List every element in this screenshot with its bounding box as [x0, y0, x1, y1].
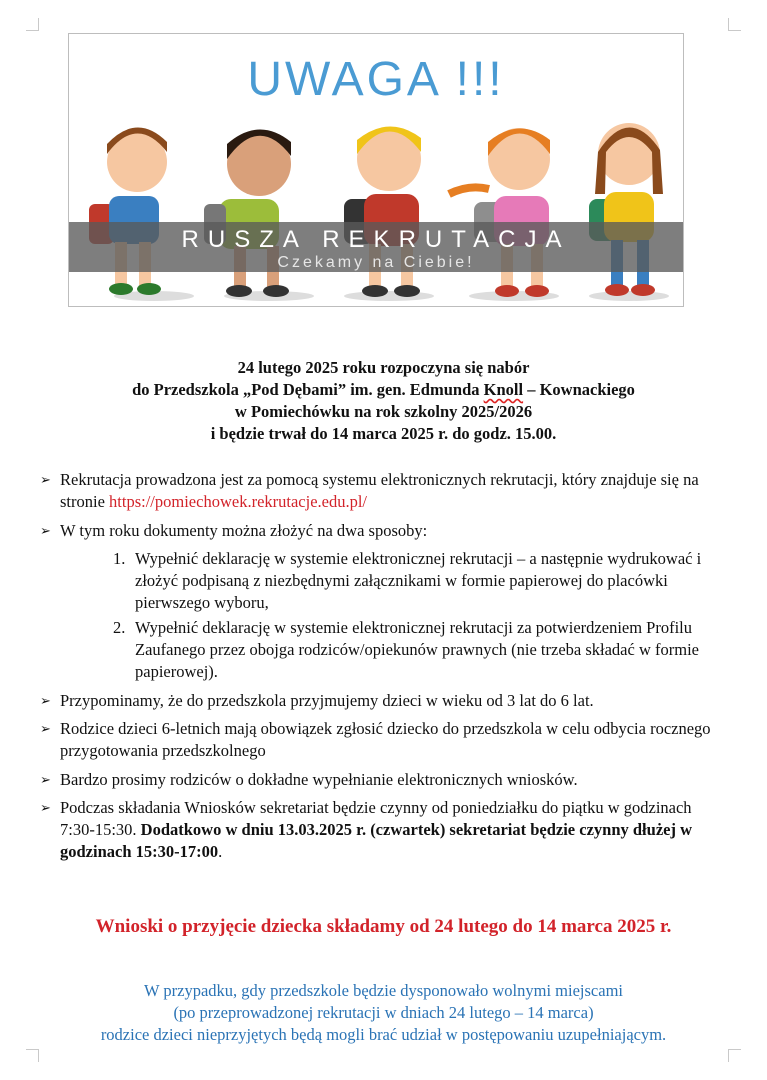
arrow-bullet-icon: ➢: [40, 771, 51, 787]
numbered-item-text: Wypełnić deklarację w systemie elektronicznej rekrutacji – a następnie wydrukować i złożyć podpisaną z niezbędnymi załącznikami w formie papierowej do placówki pierwszego wyboru,: [135, 548, 702, 613]
list-item-text: .: [218, 842, 223, 862]
list-item: [40, 690, 730, 712]
page-corner-mark: [728, 18, 741, 31]
page-corner-mark: [26, 1049, 39, 1062]
arrow-bullet-icon: ➢: [40, 522, 51, 538]
intro-line: [40, 379, 727, 401]
info-list: [40, 469, 730, 870]
list-item-text: Bardzo prosimy rodziców o dokładne wypełnianie elektronicznych wniosków.: [60, 769, 578, 789]
page-corner-mark: [728, 1049, 741, 1062]
spellcheck-marked-word: Knoll: [483, 380, 524, 399]
list-item: [40, 797, 730, 864]
list-item-text: W tym roku dokumenty można złożyć na dwa sposoby:: [60, 520, 428, 540]
arrow-bullet-icon: ➢: [40, 720, 51, 736]
arrow-bullet-icon: ➢: [40, 799, 51, 815]
list-item-text: Rodzice dzieci 6-letnich mają obowiązek zgłosić dziecko do przedszkola w celu odbycia rocznego przygotowania przedszkolnego: [60, 718, 711, 761]
numbered-item: [113, 548, 730, 615]
list-item-text: Przypominamy, że do przedszkola przyjmujemy dzieci w wieku od 3 lat do 6 lat.: [60, 690, 594, 710]
intro-line: i będzie trwał do 14 marca 2025 r. do godz. 15.00.: [210, 424, 557, 443]
numbered-list: [40, 548, 730, 684]
notice-line: rodzice dzieci nieprzyjętych będą mogli brać udział w postępowaniu uzupełniającym.: [100, 1025, 667, 1044]
intro-line: 24 lutego 2025 roku rozpoczyna się nabór: [237, 358, 530, 377]
banner-title: UWAGA !!!: [247, 53, 505, 106]
arrow-bullet-icon: ➢: [40, 472, 51, 487]
list-item-text: Rekrutacja prowadzona jest za pomocą systemu elektronicznych rekrutacji, który znajduje się na stronie: [60, 470, 699, 512]
recruitment-link[interactable]: https://pomiechowek.rekrutacje.edu.pl/: [109, 492, 368, 512]
deadline-notice: Wnioski o przyjęcie dziecka składamy od 24 lutego do 14 marca 2025 r.: [95, 916, 672, 937]
arrow-bullet-icon: ➢: [40, 692, 51, 708]
list-item: [40, 718, 730, 763]
banner-strip-sub: Czekamy na Ciebie!: [277, 254, 475, 271]
supplementary-notice: [40, 980, 727, 1046]
intro-heading: [40, 357, 727, 445]
numbered-item: [113, 617, 730, 684]
list-item: [40, 469, 730, 514]
list-item: [40, 520, 730, 542]
list-item-bold-text: Dodatkowo w dniu 13.03.2025 r. (czwartek) sekretariat będzie czynny dłużej w godzinach 15:30-17:00: [60, 820, 693, 862]
intro-text: – Kownackiego: [523, 380, 635, 399]
notice-line: W przypadku, gdy przedszkole będzie dysponowało wolnymi miejscami: [144, 981, 623, 1000]
numbered-item-text: Wypełnić deklarację w systemie elektronicznej rekrutacji za potwierdzeniem Profilu Zaufanego przez obojga rodziców/opiekunów prawnych (nie trzeba składać w formie papierowej).: [135, 617, 699, 682]
page-corner-mark: [26, 18, 39, 31]
banner-strip-main: RUSZA REKRUTACJA: [181, 226, 571, 253]
recruitment-banner: [68, 33, 684, 307]
item-number: 2.: [113, 617, 126, 637]
intro-line: w Pomiechówku na rok szkolny 2025/2026: [234, 402, 533, 421]
list-item: [40, 769, 730, 791]
intro-text: do Przedszkola „Pod Dębami” im. gen. Edmunda: [132, 380, 484, 399]
item-number: 1.: [113, 548, 126, 568]
list-item-text: Podczas składania Wniosków sekretariat będzie czynny od poniedziałku do piątku w godzinach 7:30-15:30.: [60, 797, 692, 840]
notice-line: (po przeprowadzonej rekrutacji w dniach 24 lutego – 14 marca): [173, 1003, 594, 1022]
